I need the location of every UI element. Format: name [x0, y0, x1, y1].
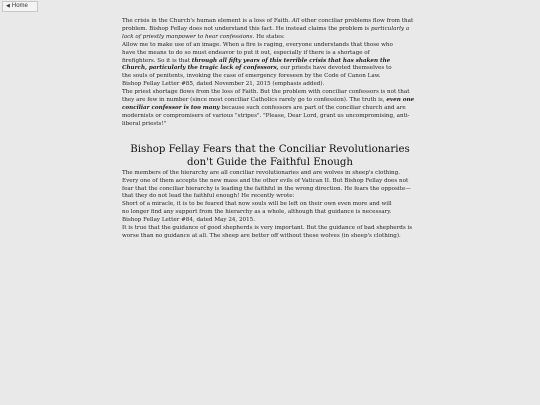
blockquote-2: Short of a miracle, it is to be feared that now souls will be left on their own even more and will no longer find any support from the hierarchy as a whole, although that guidance is necessary. — [122, 201, 392, 216]
left-triangle-icon: ◀ — [6, 3, 10, 9]
citation-1: Bishop Fellay Letter #85, dated November 21, 2015 (emphasis added). — [122, 81, 325, 88]
paragraph-4: It is true that the guidance of good shepherds is very important. But the guidance of bad shepherds is worse than no guidance at all. The sheep are better off without these wolves (in sheep's clothing). — [122, 225, 413, 239]
text-span: . He states: — [252, 33, 285, 40]
home-button-label: Home — [11, 3, 28, 9]
article-body — [122, 18, 418, 241]
paragraph-3: The members of the hierarchy are all conciliar revolutionaries and are wolves in sheep's clothing. Every one of them accepts the new mass and the other evils of Vatican II. But Bishop Fellay does not fear that the conciliar hierarchy is leading the faithful in the wrong direction. He fears the opposite—that they do not lead the faithful enough! He recently wrote: — [122, 169, 411, 200]
italic-span: particularly a lack of priestly manpower to hear confessions — [122, 25, 410, 40]
paragraph-2 — [122, 89, 418, 129]
emphasis-span: through all fifty years of this terrible crisis that has shaken the Church, particularly the tragic lack of confessors, — [122, 57, 391, 72]
paragraph-1 — [122, 18, 418, 42]
text-span: The crisis in the Church's human element is a loss of Faith. — [122, 18, 292, 24]
home-button[interactable] — [2, 1, 38, 12]
text-span: Allow me to make use of an image. When a fire is raging, everyone understands that those who have the means to do so must endeavor to put it out, especially if there is a shortage of firefighters. So it is that — [122, 41, 393, 64]
citation-2: Bishop Fellay Letter #84, dated May 24, 2015. — [122, 217, 256, 224]
emphasis-span: even one conciliar confessor is too many — [122, 97, 415, 111]
text-span: because such confessors are part of the conciliar church and are modernists or compromisers of various "stripes". "Please, Dear Lord, grant us uncompromising, anti-liberal priests!" — [122, 104, 410, 127]
text-span: other conciliar problems flow from that problem. Bishop Fellay does not understand this fact. He instead claims the problem is — [122, 18, 414, 32]
text-span: The priest shortage flows from the loss of Faith. But the problem with conciliar confessors is not that they are few in number (since most conciliar Catholics rarely go to confession). The truth is, — [122, 89, 410, 104]
section-heading: Bishop Fellay Fears that the Conciliar Revolutionaries don't Guide the Faithful Enough — [130, 143, 410, 169]
blockquote-1 — [122, 42, 397, 82]
text-span: our priests have devoted themselves to the souls of penitents, invoking the case of emergency foreseen by the Code of Canon Law. — [122, 65, 392, 80]
italic-span: All — [291, 18, 300, 24]
